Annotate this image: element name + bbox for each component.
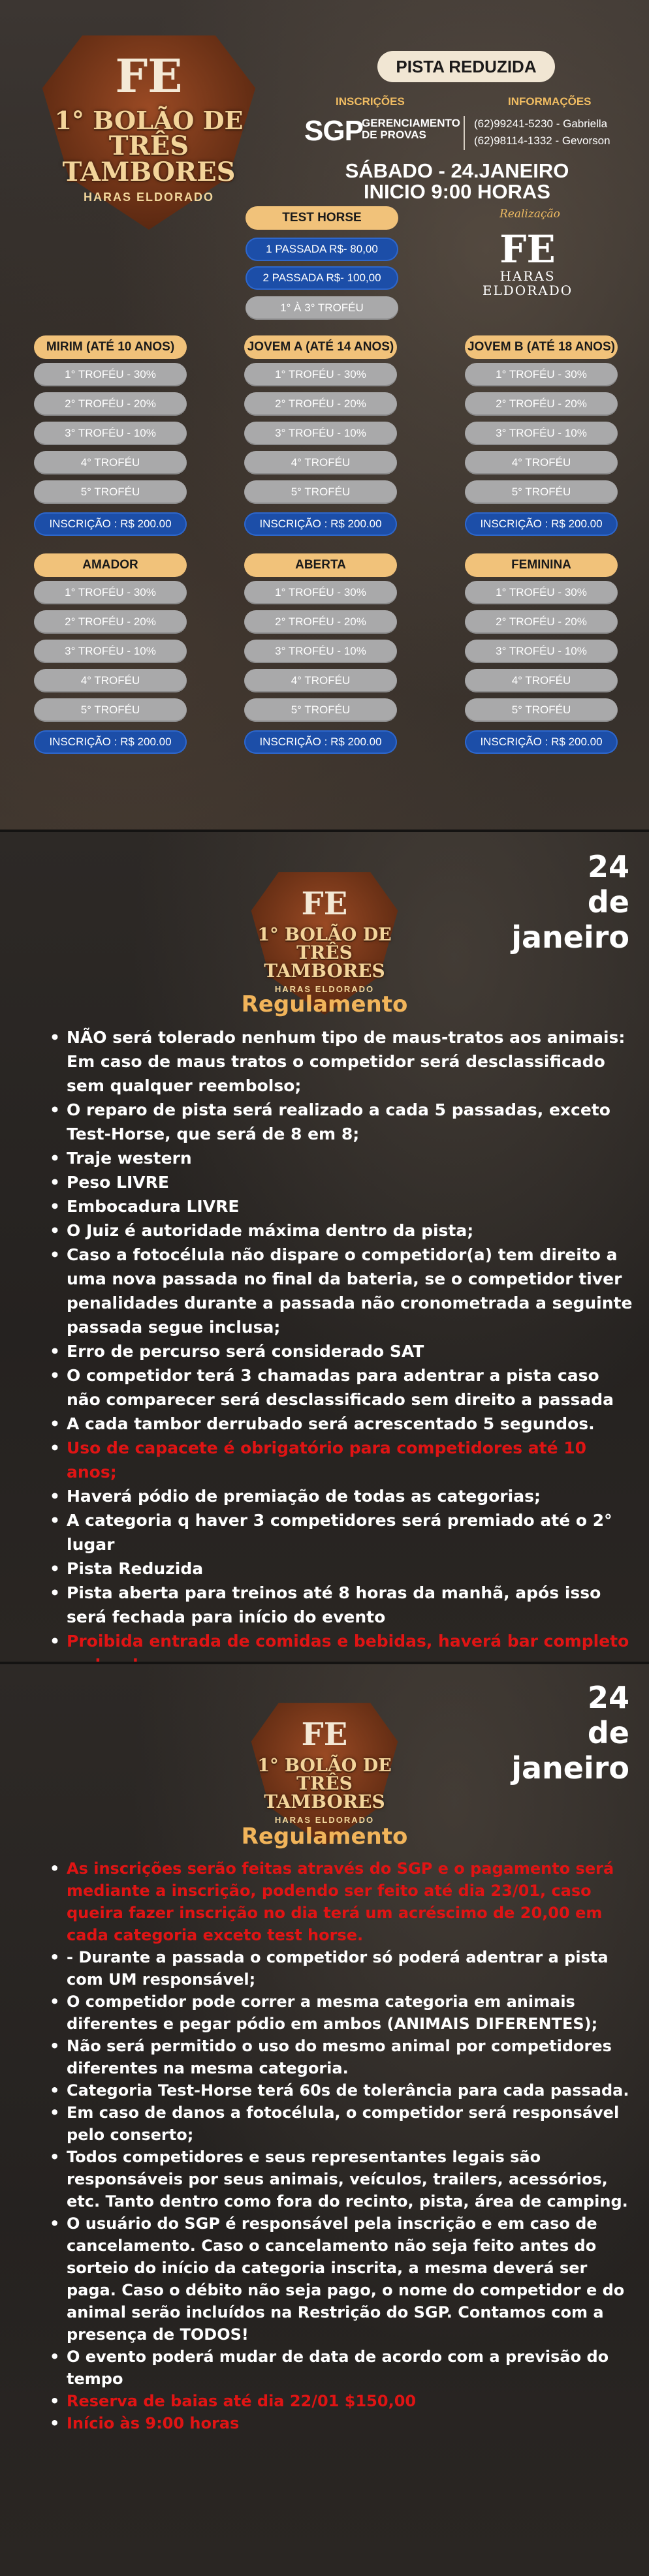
category-prize: 5° TROFÉU: [34, 698, 187, 722]
category-title: FEMININA: [465, 553, 618, 577]
category-prize: 4° TROFÉU: [465, 451, 618, 474]
date-de: de: [587, 1715, 629, 1750]
rule-item: • Em caso de danos a fotocélula, o competidor será responsável pelo conserto;: [46, 2102, 633, 2146]
rule-item: • Caso a fotocélula não dispare o competidor(a) tem direito a uma nova passada no final da bateria, se o competidor tiver penalidades durante a passada não cronometrada a seguinte passada segue inclusa;: [46, 1243, 633, 1339]
divider: [464, 116, 465, 150]
category-prize: 2° TROFÉU - 20%: [244, 610, 397, 634]
event-date-big: [473, 1680, 629, 1786]
test-horse-trophy: 1° À 3° TROFÉU: [245, 296, 398, 320]
logo-line1: 1° BOLÃO DE: [54, 106, 244, 135]
rule-item: • Embocadura LIVRE: [46, 1194, 633, 1218]
category-prize: 3° TROFÉU - 10%: [465, 422, 618, 445]
haras-name-1: HARAS: [499, 268, 556, 284]
category-prize: 1° TROFÉU - 30%: [244, 581, 397, 604]
logo-line3: HARAS ELDORADO: [83, 191, 214, 204]
category-prize: 3° TROFÉU - 10%: [244, 422, 397, 445]
logo-line3: HARAS ELDORADO: [274, 984, 375, 994]
category-title: ABERTA: [244, 553, 397, 577]
rule-item: • Categoria Test-Horse terá 60s de tolerância para cada passada.: [46, 2079, 633, 2102]
event-poster: [0, 0, 649, 832]
rule-item: • Haverá pódio de premiação de todas as categorias;: [46, 1484, 633, 1508]
category-prize: 2° TROFÉU - 20%: [244, 392, 397, 416]
haras-eldorado-logo: [475, 227, 580, 298]
pista-reduzida-tag: PISTA REDUZIDA: [377, 51, 555, 82]
rule-item: • Todos competidores e seus representantes legais são responsáveis por seus animais, veículos, trailers, acessórios, etc. Tanto dentro como fora do recinto, pista, área de camping.: [46, 2146, 633, 2212]
category-prize: 5° TROFÉU: [465, 480, 618, 504]
informacoes-label: INFORMAÇÕES: [508, 95, 592, 108]
regulamento-title: Regulamento: [241, 1823, 408, 1850]
category-fee: INSCRIÇÃO : R$ 200.00: [244, 512, 397, 536]
category-fee: INSCRIÇÃO : R$ 200.00: [465, 512, 618, 536]
date-de: de: [587, 884, 629, 920]
inscricoes-label: INSCRIÇÕES: [336, 95, 405, 108]
rule-item: • - Durante a passada o competidor só poderá adentrar a pista com UM responsável;: [46, 1946, 633, 1991]
realizacao-label: Realização: [499, 208, 560, 221]
rule-item: • O competidor terá 3 chamadas para adentrar a pista caso não comparecer será desclassificado sem direito a passada: [46, 1363, 633, 1412]
logo-monogram: FE: [115, 49, 183, 103]
category-prize: 4° TROFÉU: [244, 451, 397, 474]
rule-item: • Erro de percurso será considerado SAT: [46, 1339, 633, 1363]
sgp-sub-line1: GERENCIAMENTO: [362, 117, 460, 129]
rule-item: • NÃO será tolerado nenhum tipo de maus-tratos aos animais: Em caso de maus tratos o competidor será desclassificado sem qualquer reembolso;: [46, 1025, 633, 1098]
phone-2: (62)98114-1332 - Gevorson: [474, 134, 610, 147]
category-prize: 1° TROFÉU - 30%: [244, 363, 397, 386]
category-prize: 4° TROFÉU: [465, 669, 618, 692]
rule-item: • O usuário do SGP é responsável pela inscrição e em caso de cancelamento. Caso o cancelamento não seja feito antes do sorteio do início da categoria inscrita, a mesma deverá ser paga. Caso o débito não seja pago, o nome do competidor e do animal serão incluídos na Restrição do SGP. Contamos com a presença de TODOS!: [46, 2212, 633, 2346]
haras-name-2: ELDORADO: [482, 283, 573, 298]
sgp-logo: SGP: [304, 115, 363, 147]
rule-item: • Início às 9:00 horas: [46, 2412, 633, 2434]
rule-item: • Uso de capacete é obrigatório para competidores até 10 anos;: [46, 1436, 633, 1484]
category-prize: 2° TROFÉU - 20%: [465, 392, 618, 416]
logo-monogram: FE: [301, 1716, 348, 1753]
category-prize: 1° TROFÉU - 30%: [465, 581, 618, 604]
category-prize: 2° TROFÉU - 20%: [34, 610, 187, 634]
regulamento-title: Regulamento: [241, 991, 408, 1017]
category-prize: 2° TROFÉU - 20%: [465, 610, 618, 634]
category-fee: INSCRIÇÃO : R$ 200.00: [465, 730, 618, 754]
logo-line3: HARAS ELDORADO: [274, 1815, 375, 1825]
test-horse-title: TEST HORSE: [245, 206, 398, 230]
test-horse-price-2: 2 PASSADA R$- 100,00: [245, 266, 398, 290]
category-prize: 4° TROFÉU: [34, 669, 187, 692]
category-prize: 4° TROFÉU: [244, 669, 397, 692]
rule-item: • Pista aberta para treinos até 8 horas da manhã, após isso será fechada para início do evento: [46, 1581, 633, 1629]
date-month: janeiro: [511, 920, 629, 955]
category-prize: 3° TROFÉU - 10%: [34, 422, 187, 445]
regulamento-page-2: [0, 1664, 649, 2576]
date-month: janeiro: [511, 1750, 629, 1786]
regulamento-page-1: [0, 832, 649, 1664]
event-logo: [38, 27, 260, 230]
date-day: 24: [587, 1680, 629, 1715]
category-fee: INSCRIÇÃO : R$ 200.00: [244, 730, 397, 754]
category-prize: 5° TROFÉU: [34, 480, 187, 504]
rule-item: • O evento poderá mudar de data de acordo com a previsão do tempo: [46, 2346, 633, 2390]
rule-item: • Não será permitido o uso do mesmo animal por competidores diferentes na mesma categoria.: [46, 2035, 633, 2079]
rules-list: [46, 1857, 633, 2434]
event-date-big: [473, 849, 629, 955]
category-prize: 5° TROFÉU: [244, 698, 397, 722]
test-horse-price-1: 1 PASSADA R$- 80,00: [245, 238, 398, 261]
logo-line2: TRÊS TAMBORES: [264, 1773, 385, 1812]
rule-item: • Peso LIVRE: [46, 1170, 633, 1194]
phone-1: (62)99241-5230 - Gabriella: [474, 117, 608, 130]
sgp-sub-line2: DE PROVAS: [362, 129, 426, 141]
category-prize: 3° TROFÉU - 10%: [244, 640, 397, 663]
category-title: AMADOR: [34, 553, 187, 577]
category-prize: 3° TROFÉU - 10%: [34, 640, 187, 663]
rule-item: • O reparo de pista será realizado a cada 5 passadas, exceto Test-Horse, que será de 8 em 8;: [46, 1098, 633, 1146]
rule-item: • Pista Reduzida: [46, 1557, 633, 1581]
sgp-subtitle: [362, 117, 460, 141]
rule-item: • O competidor pode correr a mesma categoria em animais diferentes e pegar pódio em ambos (ANIMAIS DIFERENTES);: [46, 1991, 633, 2035]
logo-line2: TRÊS TAMBORES: [62, 131, 236, 187]
category-title: JOVEM B (ATÉ 18 ANOS): [465, 335, 618, 359]
rule-item: • A categoria q haver 3 competidores será premiado até o 2° lugar: [46, 1508, 633, 1557]
rule-item: • A cada tambor derrubado será acrescentado 5 segundos.: [46, 1412, 633, 1436]
category-prize: 5° TROFÉU: [465, 698, 618, 722]
category-prize: 5° TROFÉU: [244, 480, 397, 504]
category-prize: 1° TROFÉU - 30%: [465, 363, 618, 386]
category-prize: 3° TROFÉU - 10%: [465, 640, 618, 663]
category-prize: 1° TROFÉU - 30%: [34, 581, 187, 604]
category-prize: 2° TROFÉU - 20%: [34, 392, 187, 416]
logo-line2: TRÊS TAMBORES: [264, 942, 385, 982]
category-title: MIRIM (ATÉ 10 ANOS): [34, 335, 187, 359]
date-line-2: INICIO 9:00 HORAS: [364, 180, 550, 203]
category-fee: INSCRIÇÃO : R$ 200.00: [34, 512, 187, 536]
logo-monogram: FE: [301, 886, 348, 922]
date-day: 24: [587, 849, 629, 884]
rule-item: • Traje western: [46, 1146, 633, 1170]
rule-item: • As inscrições serão feitas através do SGP e o pagamento será mediante a inscrição, podendo ser feito até dia 23/01, caso queira fazer inscrição no dia terá um acréscimo de 20,00 em cada categoria exceto test horse.: [46, 1857, 633, 1946]
category-prize: 1° TROFÉU - 30%: [34, 363, 187, 386]
logo-line1: 1° BOLÃO DE: [257, 925, 392, 945]
category-prize: 4° TROFÉU: [34, 451, 187, 474]
category-title: JOVEM A (ATÉ 14 ANOS): [244, 335, 397, 359]
haras-monogram: FE: [499, 227, 556, 272]
rule-item: • Reserva de baias até dia 22/01 $150,00: [46, 2390, 633, 2412]
event-date: [320, 161, 594, 202]
date-line-1: SÁBADO - 24.JANEIRO: [345, 159, 569, 182]
rules-list: [46, 1025, 633, 1677]
rule-item: • O Juiz é autoridade máxima dentro da pista;: [46, 1218, 633, 1243]
rule-item: • Proibida entrada de comidas e bebidas, haverá bar completo: [46, 1629, 633, 1677]
logo-line1: 1° BOLÃO DE: [257, 1756, 392, 1776]
category-fee: INSCRIÇÃO : R$ 200.00: [34, 730, 187, 754]
